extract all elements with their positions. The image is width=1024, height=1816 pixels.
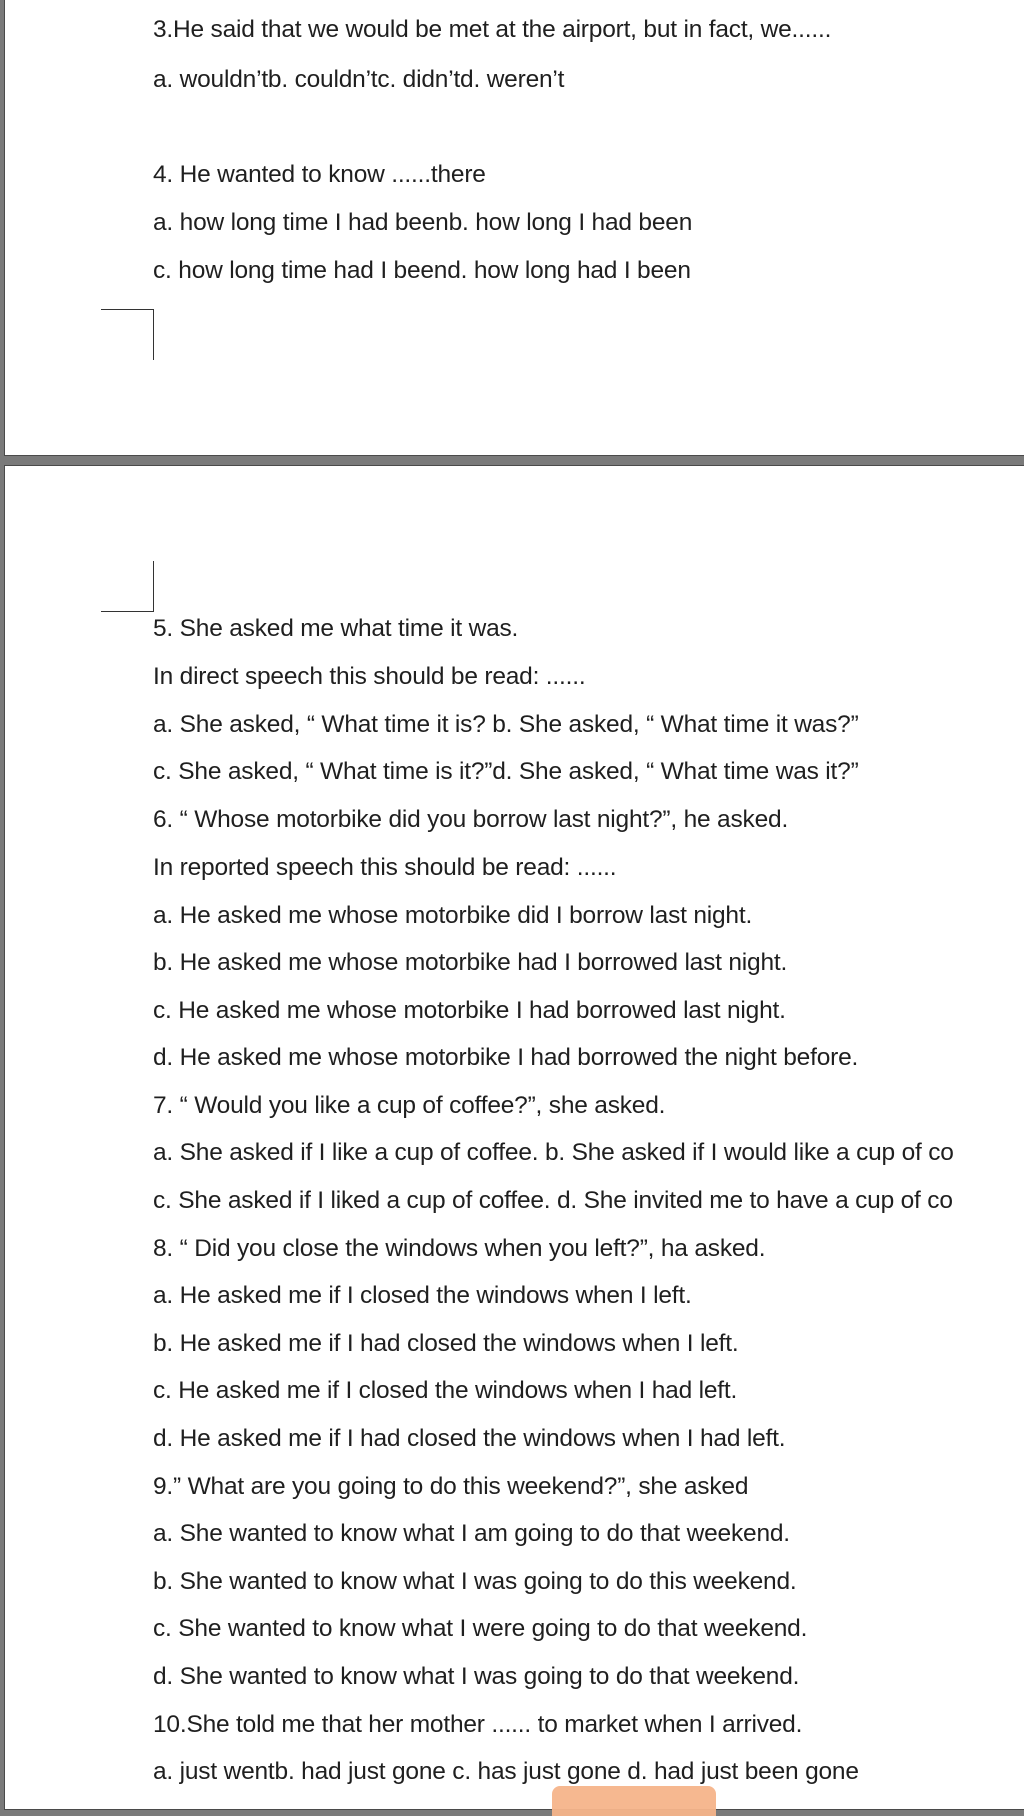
question-9-option-a: a. She wanted to know what I am going to do that weekend. xyxy=(153,1520,790,1547)
question-6-option-b: b. He asked me whose motorbike had I borrowed last night. xyxy=(153,949,788,976)
crop-mark-bottom-left xyxy=(101,309,154,360)
question-7-options-cd: c. She asked if I liked a cup of coffee. d. She invited me to have a cup of co xyxy=(153,1187,953,1214)
question-7-options-ab: a. She asked if I like a cup of coffee. b. She asked if I would like a cup of co xyxy=(153,1139,954,1166)
document-page-1 xyxy=(4,0,1024,456)
scroll-handle[interactable] xyxy=(552,1786,716,1816)
question-4-options-cd: c. how long time had I beend. how long had I been xyxy=(153,257,691,284)
question-9-option-b: b. She wanted to know what I was going to do this weekend. xyxy=(153,1568,797,1595)
question-6-option-d: d. He asked me whose motorbike I had borrowed the night before. xyxy=(153,1044,859,1071)
question-8-option-c: c. He asked me if I closed the windows when I had left. xyxy=(153,1377,738,1404)
question-9-text: 9.” What are you going to do this weekend?”, she asked xyxy=(153,1473,749,1500)
question-3-options: a. wouldn’tb. couldn’tc. didn’td. weren’t xyxy=(153,66,565,93)
question-7-text: 7. “ Would you like a cup of coffee?”, she asked. xyxy=(153,1092,666,1119)
question-5-instruction: In direct speech this should be read: ...... xyxy=(153,663,586,690)
question-10-options: a. just wentb. had just gone c. has just gone d. had just been gone xyxy=(153,1758,859,1785)
question-6-text: 6. “ Whose motorbike did you borrow last night?”, he asked. xyxy=(153,806,789,833)
question-5-options-ab: a. She asked, “ What time it is? b. She asked, “ What time it was?” xyxy=(153,711,859,738)
question-5-options-cd: c. She asked, “ What time is it?”d. She asked, “ What time was it?” xyxy=(153,758,859,785)
document-page-2 xyxy=(4,465,1024,1810)
question-6-option-a: a. He asked me whose motorbike did I borrow last night. xyxy=(153,902,753,929)
question-8-option-b: b. He asked me if I had closed the windows when I left. xyxy=(153,1330,739,1357)
question-9-option-d: d. She wanted to know what I was going to do that weekend. xyxy=(153,1663,800,1690)
question-6-option-c: c. He asked me whose motorbike I had borrowed last night. xyxy=(153,997,786,1024)
question-4-options-ab: a. how long time I had beenb. how long I had been xyxy=(153,209,693,236)
question-10-text: 10.She told me that her mother ...... to market when I arrived. xyxy=(153,1711,803,1738)
question-8-option-d: d. He asked me if I had closed the windows when I had left. xyxy=(153,1425,786,1452)
crop-mark-top-left xyxy=(101,561,154,612)
question-9-option-c: c. She wanted to know what I were going to do that weekend. xyxy=(153,1615,808,1642)
question-6-instruction: In reported speech this should be read: ...... xyxy=(153,854,617,881)
question-3-text: 3.He said that we would be met at the airport, but in fact, we...... xyxy=(153,16,832,43)
question-5-text: 5. She asked me what time it was. xyxy=(153,615,519,642)
question-8-option-a: a. He asked me if I closed the windows when I left. xyxy=(153,1282,692,1309)
question-4-text: 4. He wanted to know ......there xyxy=(153,161,486,188)
question-8-text: 8. “ Did you close the windows when you left?”, ha asked. xyxy=(153,1235,766,1262)
